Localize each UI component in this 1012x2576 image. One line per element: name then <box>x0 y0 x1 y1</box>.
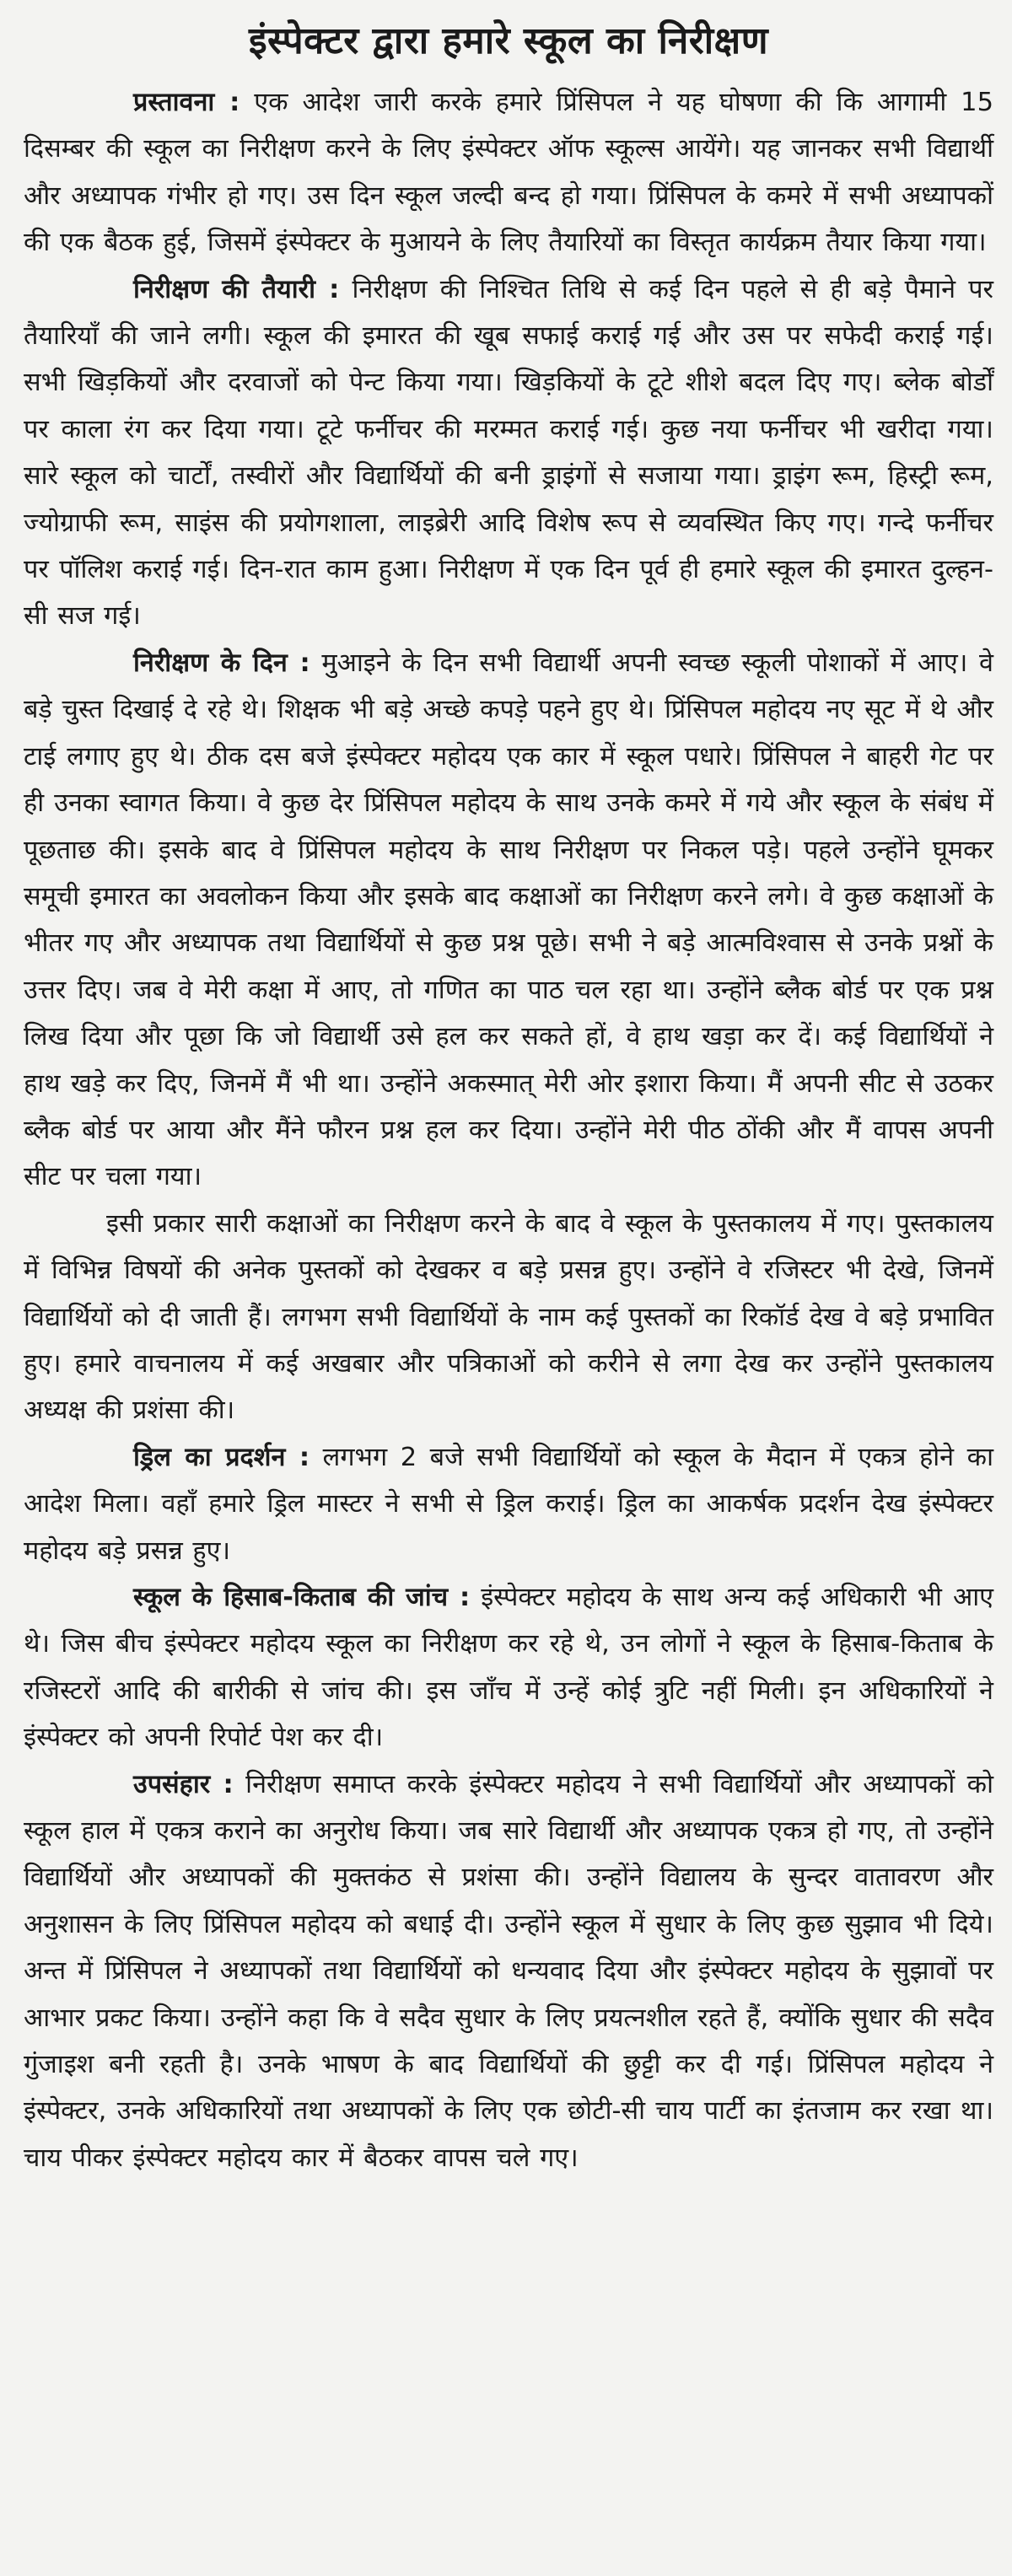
paragraph-library <box>24 1201 993 1434</box>
paragraph-inspection-day <box>24 640 993 1201</box>
paragraph-conclusion <box>24 1761 993 2182</box>
heading-introduction: प्रस्तावना : <box>133 88 240 117</box>
paragraph-preparation <box>24 266 993 640</box>
heading-inspection-day: निरीक्षण के दिन : <box>133 648 310 678</box>
paragraph-accounts <box>24 1574 993 1761</box>
heading-accounts: स्कूल के हिसाब-किताब की जांच : <box>133 1583 471 1612</box>
text-introduction: एक आदेश जारी करके हमारे प्रिंसिपल ने यह घोषणा की कि आगामी 15 दिसम्बर की स्कूल का निरीक्षण करने के लिए इंस्पेक्टर ऑफ स्कूल्स आयेंगे। यह जानकर सभी विद्यार्थी और अध्यापक गंभीर हो गए। उस दिन स्कूल जल्दी बन्द हो गया। प्रिंसिपल के कमरे में सभी अध्यापकों की एक बैठक हुई, जिसमें इंस्पेक्टर के मुआयने के लिए तैयारियों का विस्तृत कार्यक्रम तैयार किया गया। <box>24 88 993 258</box>
heading-drill: ड्रिल का प्रदर्शन : <box>133 1442 310 1472</box>
text-library: इसी प्रकार सारी कक्षाओं का निरीक्षण करने के बाद वे स्कूल के पुस्तकालय में गए। पुस्तकालय में विभिन्न विषयों की अनेक पुस्तकों को देखकर व बड़े प्रसन्न हुए। उन्होंने वे रजिस्टर भी देखे, जिनमें विद्यार्थियों को दी जाती हैं। लगभग सभी विद्यार्थियों के नाम कई पुस्तकों का रिकॉर्ड देख वे बड़े प्रभावित हुए। हमारे वाचनालय में कई अखबार और पत्रिकाओं को करीने से लगा देख कर उन्होंने पुस्तकालय अध्यक्ष की प्रशंसा की। <box>24 1208 993 1426</box>
text-preparation: निरीक्षण की निश्चित तिथि से कई दिन पहले से ही बड़े पैमाने पर तैयारियाँ की जाने लगी। स्कूल की इमारत की खूब सफाई कराई गई और उस पर सफेदी कराई गई। सभी खिड़कियों और दरवाजों को पेन्ट किया गया। खिड़कियों के टूटे शीशे बदल दिए गए। ब्लेक बोर्डों पर काला रंग कर दिया गया। टूटे फर्नीचर की मरम्मत कराई गई। कुछ नया फर्नीचर भी खरीदा गया। सारे स्कूल को चार्टों, तस्वीरों और विद्यार्थियों की बनी ड्राइंगों से सजाया गया। ड्राइंग रूम, हिस्ट्री रूम, ज्योग्राफी रूम, साइंस की प्रयोगशाला, लाइब्रेरी आदि विशेष रूप से व्यवस्थित किए गए। गन्दे फर्नीचर पर पॉलिश कराई गई। दिन-रात काम हुआ। निरीक्षण में एक दिन पूर्व ही हमारे स्कूल की इमारत दुल्हन-सी सज गई। <box>24 274 993 632</box>
text-accounts: इंस्पेक्टर महोदय के साथ अन्य कई अधिकारी भी आए थे। जिस बीच इंस्पेक्टर महोदय स्कूल का निरीक्षण कर रहे थे, उन लोगों ने स्कूल के हिसाब-किताब के रजिस्टरों आदि की बारीकी से जांच की। इस जाँच में उन्हें कोई त्रुटि नहीं मिली। इन अधिकारियों ने इंस्पेक्टर को अपनी रिपोर्ट पेश कर दी। <box>24 1583 993 1753</box>
paragraph-drill <box>24 1434 993 1574</box>
paragraph-introduction <box>24 79 993 266</box>
text-inspection-day: मुआइने के दिन सभी विद्यार्थी अपनी स्वच्छ स्कूली पोशाकों में आए। वे बड़े चुस्त दिखाई दे रहे थे। शिक्षक भी बड़े अच्छे कपड़े पहने हुए थे। प्रिंसिपल महोदय नए सूट में थे और टाई लगाए हुए थे। ठीक दस बजे इंस्पेक्टर महोदय एक कार में स्कूल पधारे। प्रिंसिपल ने बाहरी गेट पर ही उनका स्वागत किया। वे कुछ देर प्रिंसिपल महोदय के साथ उनके कमरे में गये और स्कूल के संबंध में पूछताछ की। इसके बाद वे प्रिंसिपल महोदय के साथ निरीक्षण पर निकल पड़े। पहले उन्होंने घूमकर समूची इमारत का अवलोकन किया और इसके बाद कक्षाओं का निरीक्षण करने लगे। वे कुछ कक्षाओं के भीतर गए और अध्यापक तथा विद्यार्थियों से कुछ प्रश्न पूछे। सभी ने बड़े आत्मविश्वास से उनके प्रश्नों के उत्तर दिए। जब वे मेरी कक्षा में आए, तो गणित का पाठ चल रहा था। उन्होंने ब्लैक बोर्ड पर एक प्रश्न लिख दिया और पूछा कि जो विद्यार्थी उसे हल कर सकते हों, वे हाथ खड़ा कर दें। कई विद्यार्थियों ने हाथ खड़े कर दिए, जिनमें मैं भी था। उन्होंने अकस्मात् मेरी ओर इशारा किया। मैं अपनी सीट से उठकर ब्लैक बोर्ड पर आया और मैंने फौरन प्रश्न हल कर दिया। उन्होंने मेरी पीठ ठोंकी और मैं वापस अपनी सीट पर चला गया। <box>24 648 993 1192</box>
text-conclusion: निरीक्षण समाप्त करके इंस्पेक्टर महोदय ने सभी विद्यार्थियों और अध्यापकों को स्कूल हाल में एकत्र कराने का अनुरोध किया। जब सारे विद्यार्थी और अध्यापक एकत्र हो गए, तो उन्होंने विद्यार्थियों और अध्यापकों की मुक्तकंठ से प्रशंसा की। उन्होंने विद्यालय के सुन्दर वातावरण और अनुशासन के लिए प्रिंसिपल महोदय को बधाई दी। उन्होंने स्कूल में सुधार के लिए कुछ सुझाव भी दिये। अन्त में प्रिंसिपल ने अध्यापकों तथा विद्यार्थियों को धन्यवाद दिया और इंस्पेक्टर महोदय के सुझावों पर आभार प्रकट किया। उन्होंने कहा कि वे सदैव सुधार के लिए प्रयत्नशील रहते हैं, क्योंकि सुधार की सदैव गुंजाइश बनी रहती है। उनके भाषण के बाद विद्यार्थियों की छुट्टी कर दी गई। प्रिंसिपल महोदय ने इंस्पेक्टर, उनके अधिकारियों तथा अध्यापकों के लिए एक छोटी-सी चाय पार्टी का इंतजाम कर रखा था। चाय पीकर इंस्पेक्टर महोदय कार में बैठकर वापस चले गए। <box>24 1769 993 2173</box>
heading-preparation: निरीक्षण की तैयारी : <box>133 274 340 304</box>
text-drill: लगभग 2 बजे सभी विद्यार्थियों को स्कूल के मैदान में एकत्र होने का आदेश मिला। वहाँ हमारे ड्रिल मास्टर ने सभी से ड्रिल कराई। ड्रिल का आकर्षक प्रदर्शन देख इंस्पेक्टर महोदय बड़े प्रसन्न हुए। <box>24 1442 993 1566</box>
heading-conclusion: उपसंहार : <box>133 1769 234 1799</box>
page-title: इंस्पेक्टर द्वारा हमारे स्कूल का निरीक्षण <box>248 19 769 62</box>
